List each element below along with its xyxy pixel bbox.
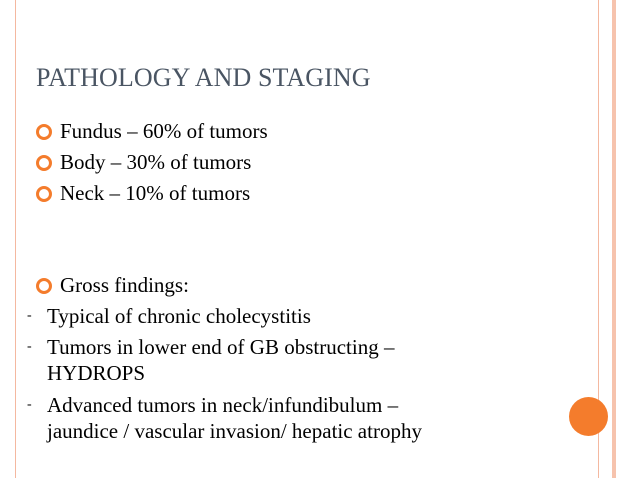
sub-bullet-line: HYDROPS (47, 361, 146, 385)
bullet-text: Gross findings: (60, 273, 189, 297)
sub-bullet-tumors-lower-end (25, 334, 394, 386)
bullet-neck (36, 180, 250, 206)
ring-bullet-icon (36, 124, 52, 140)
bullet-fundus (36, 118, 268, 144)
sub-bullet-line: Advanced tumors in neck/infundibulum – (47, 393, 399, 417)
ring-bullet-icon (36, 155, 52, 171)
sub-bullet-text: Typical of chronic cholecystitis (47, 304, 311, 328)
right-frame-band (612, 0, 616, 478)
sub-bullet-line: Tumors in lower end of GB obstructing – (47, 335, 395, 359)
ring-bullet-icon (36, 278, 52, 294)
ring-bullet-icon (36, 186, 52, 202)
dash-bullet-icon: - (27, 339, 32, 354)
bullet-gross-findings (36, 272, 189, 298)
sub-bullet-line: jaundice / vascular invasion/ hepatic atrophy (47, 419, 422, 443)
bullet-body (36, 149, 251, 175)
left-frame-line (15, 0, 16, 478)
dash-bullet-icon: - (27, 397, 32, 412)
sub-bullet-text (47, 392, 422, 444)
bullet-text: Neck – 10% of tumors (60, 181, 251, 205)
sub-bullet-advanced-tumors (25, 392, 422, 444)
bullet-text: Body – 30% of tumors (60, 150, 252, 174)
dash-bullet-icon: - (27, 308, 32, 323)
accent-circle (569, 397, 608, 436)
slide-title: PATHOLOGY AND STAGING (36, 63, 371, 92)
bullet-text: Fundus – 60% of tumors (60, 119, 268, 143)
sub-bullet-text (47, 334, 394, 386)
sub-bullet-typical (25, 303, 311, 329)
